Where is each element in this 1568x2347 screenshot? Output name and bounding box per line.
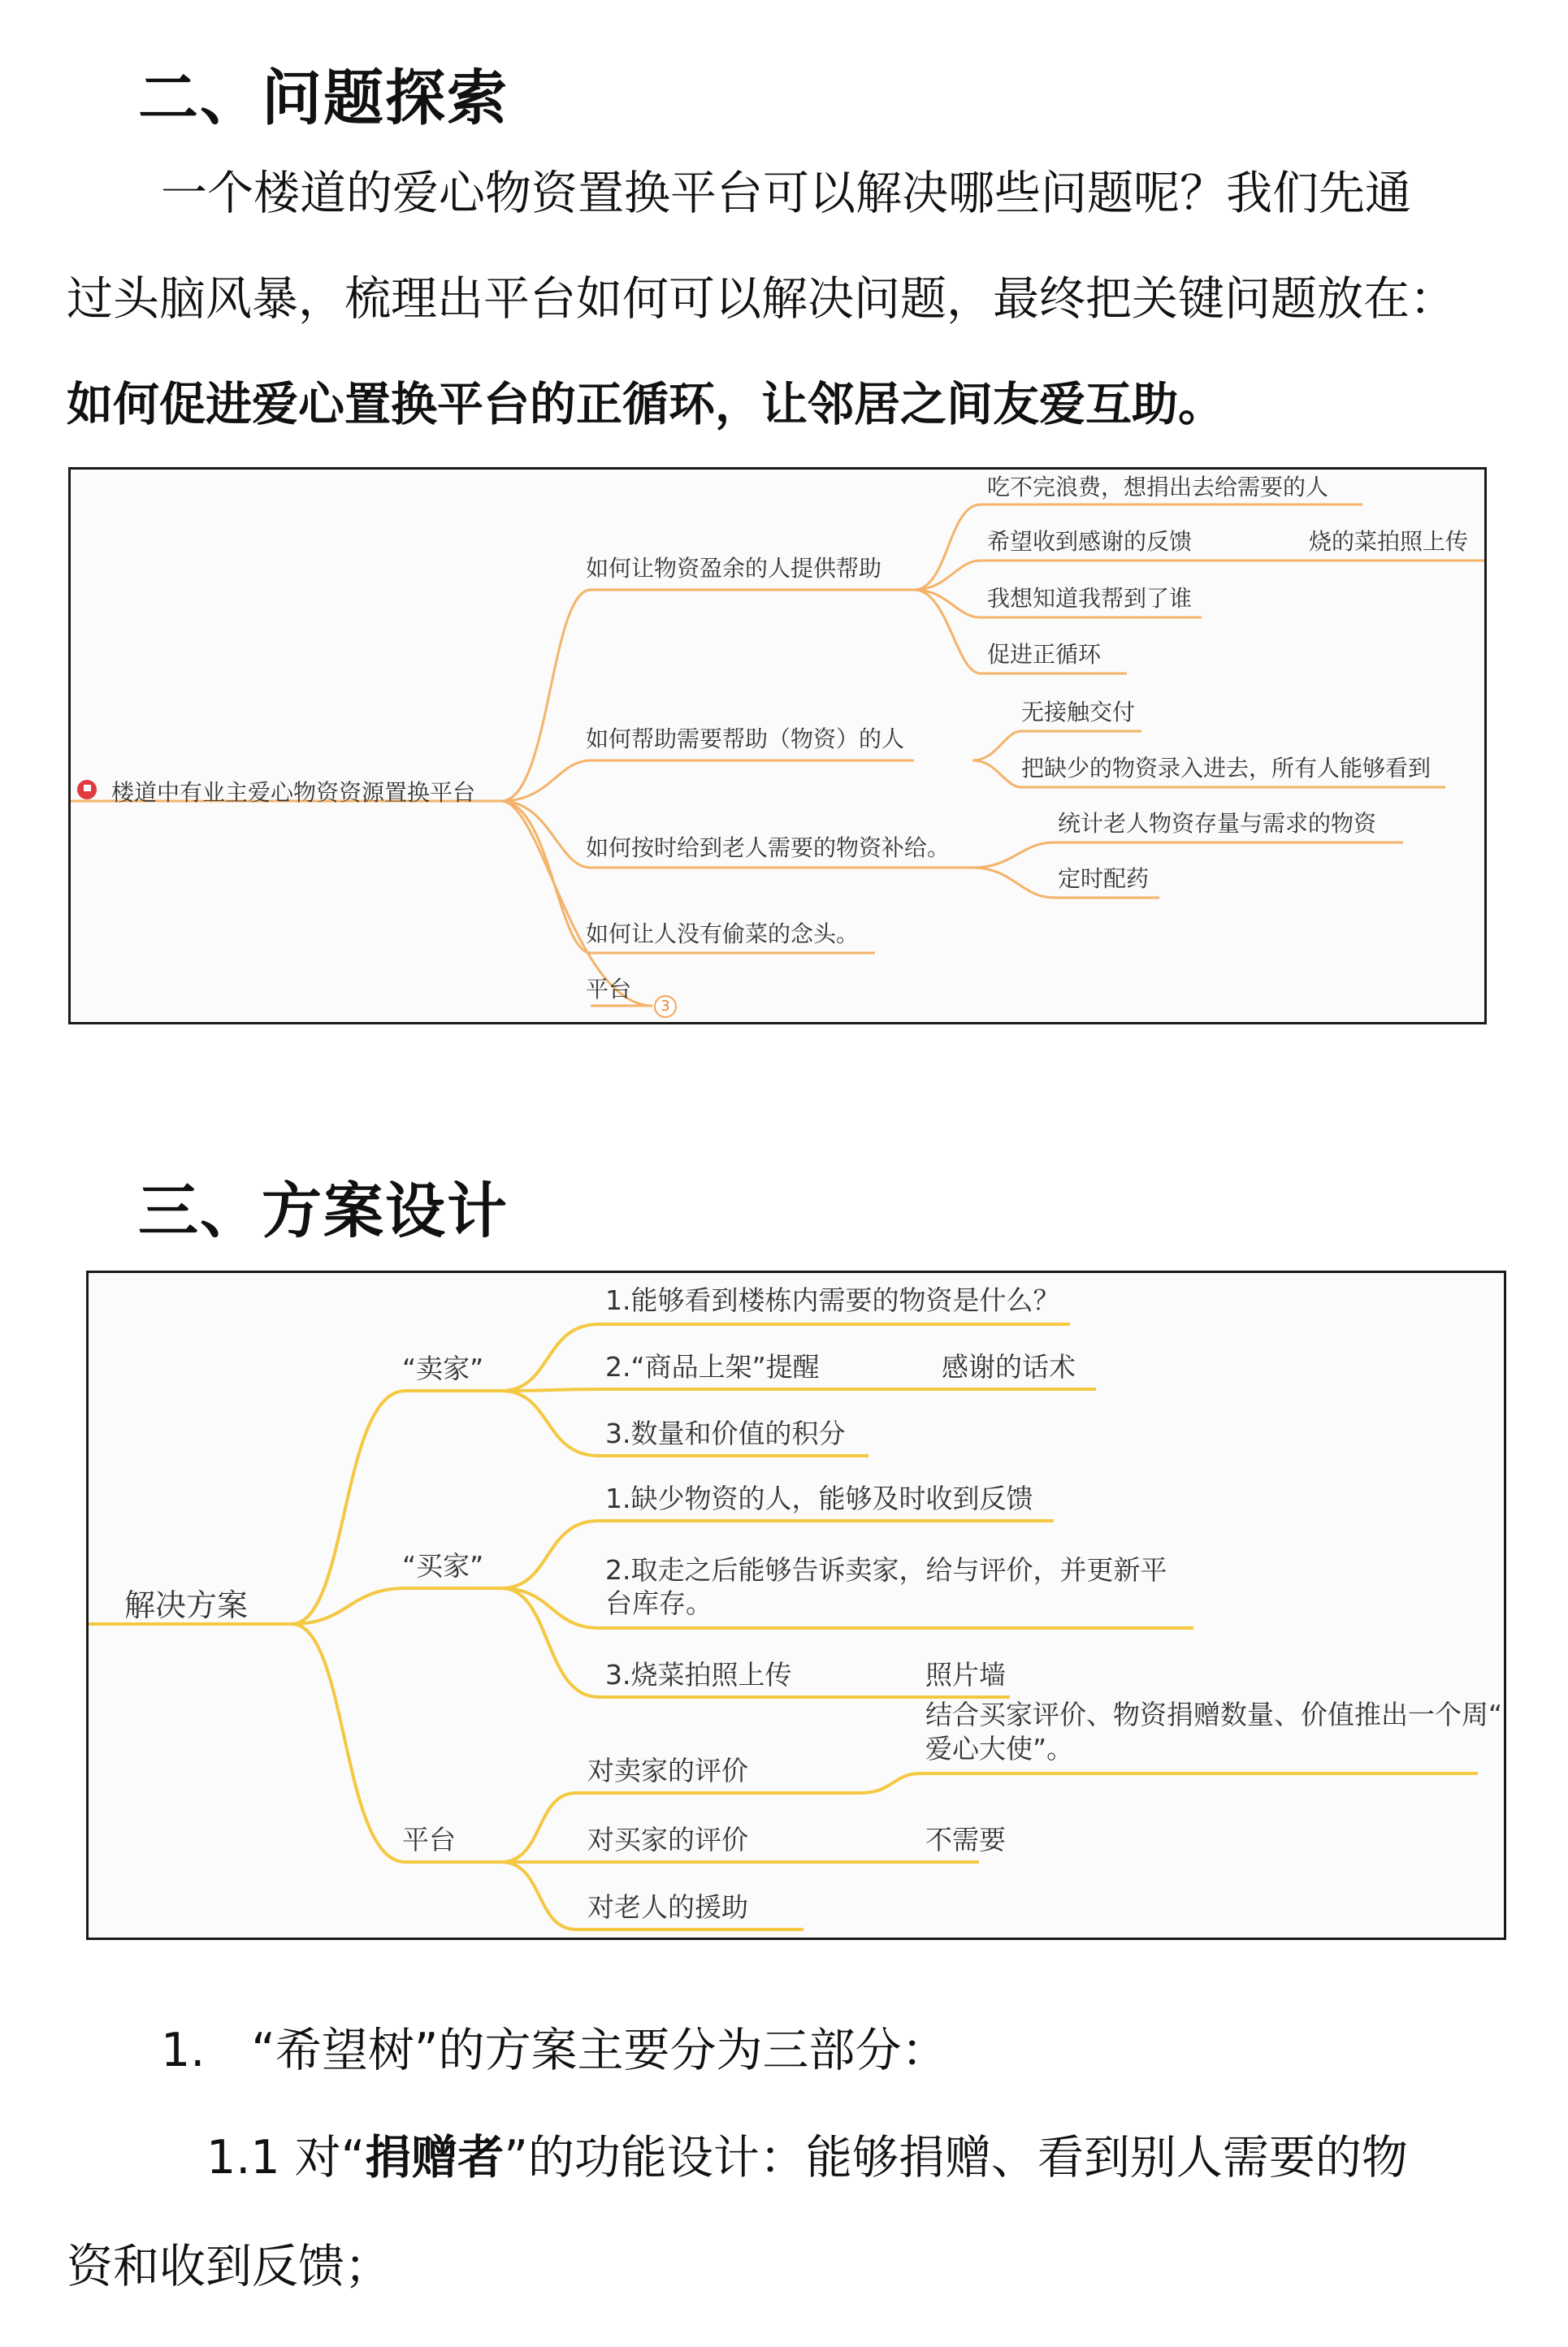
- mindmap2-node: 爱心大使”。: [925, 1733, 1074, 1765]
- mindmap2-node: 1.能够看到楼栋内需要的物资是什么？: [605, 1284, 1060, 1316]
- mindmap2-node: 2.取走之后能够告诉卖家，给与评价，并更新平: [605, 1554, 1167, 1586]
- mindmap1-root: 楼道中有业主爱心物资资源置换平台: [111, 779, 476, 806]
- list-item-1-1-continued: 资和收到反馈；: [67, 2240, 391, 2293]
- mindmap2-node: 对卖家的评价: [587, 1755, 748, 1786]
- mindmap1-node: 把缺少的物资录入进去，所有人能够看到: [1021, 755, 1432, 782]
- flag-icon: [77, 780, 97, 799]
- mindmap2-node: 3.数量和价值的积分: [605, 1418, 846, 1449]
- mindmap1-branch-3: 如何按时给到老人需要的物资补给。: [586, 834, 951, 861]
- mindmap2-branch-seller: “卖家”: [402, 1353, 484, 1384]
- mindmap2-node: 感谢的话术: [942, 1351, 1076, 1383]
- mindmap1-node: 我想知道我帮到了谁: [987, 585, 1193, 612]
- mindmap2-node: 3.烧菜拍照上传: [605, 1659, 792, 1691]
- mindmap1-node: 希望收到感谢的反馈: [987, 528, 1193, 555]
- mindmap1-node: 定时配药: [1058, 865, 1150, 892]
- mindmap-solution-design: [86, 1271, 1506, 1940]
- mindmap1-branch-4: 如何让人没有偷菜的念头。: [586, 920, 860, 947]
- paragraph-bold-line: 如何促进爱心置换平台的正循环，让邻居之间友爱互助。: [67, 378, 1224, 431]
- mindmap2-node: 不需要: [925, 1824, 1006, 1856]
- section-heading-2: 二、问题探索: [138, 63, 509, 133]
- mindmap1-node: 促进正循环: [987, 641, 1102, 668]
- mindmap2-root: 解决方案: [124, 1587, 249, 1623]
- mindmap2-node: 对买家的评价: [587, 1824, 748, 1856]
- mindmap2-node: 1.缺少物资的人，能够及时收到反馈: [605, 1483, 1033, 1514]
- mindmap2-node: 台库存。: [605, 1587, 713, 1619]
- list-item-1: 1. “希望树”的方案主要分为三部分：: [161, 2024, 948, 2077]
- mindmap2-node: 对老人的援助: [587, 1891, 748, 1923]
- mindmap2-branch-buyer: “买家”: [402, 1550, 484, 1582]
- mindmap1-node: 吃不完浪费，想捐出去给需要的人: [987, 474, 1329, 500]
- mindmap1-node: 统计老人物资存量与需求的物资: [1058, 810, 1377, 837]
- mindmap2-node: 2.“商品上架”提醒: [605, 1351, 820, 1383]
- collapsed-count-badge[interactable]: 3: [654, 995, 677, 1018]
- list-item-1-1: 1.1 对“捐赠者”的功能设计：能够捐赠、看到别人需要的物: [206, 2131, 1408, 2185]
- mindmap2-node: 照片墙: [925, 1659, 1006, 1691]
- mindmap1-branch-1: 如何让物资盈余的人提供帮助: [586, 555, 882, 582]
- paragraph-line: 一个楼道的爱心物资置换平台可以解决哪些问题呢？我们先通: [161, 167, 1411, 220]
- paragraph-line: 过头脑风暴，梳理出平台如何可以解决问题，最终把关键问题放在：: [67, 272, 1456, 326]
- mindmap2-node: 结合买家评价、物资捐赠数量、价值推出一个周“: [925, 1699, 1503, 1730]
- mindmap1-branch-2: 如何帮助需要帮助（物资）的人: [586, 725, 905, 752]
- mindmap1-branch-5: 平台: [586, 976, 632, 1002]
- mindmap-problem-exploration: [68, 467, 1487, 1024]
- section-heading-3: 三、方案设计: [138, 1176, 509, 1246]
- mindmap2-branch-platform: 平台: [402, 1824, 456, 1856]
- mindmap1-node: 烧的菜拍照上传: [1309, 528, 1469, 555]
- mindmap1-node: 无接触交付: [1021, 699, 1136, 725]
